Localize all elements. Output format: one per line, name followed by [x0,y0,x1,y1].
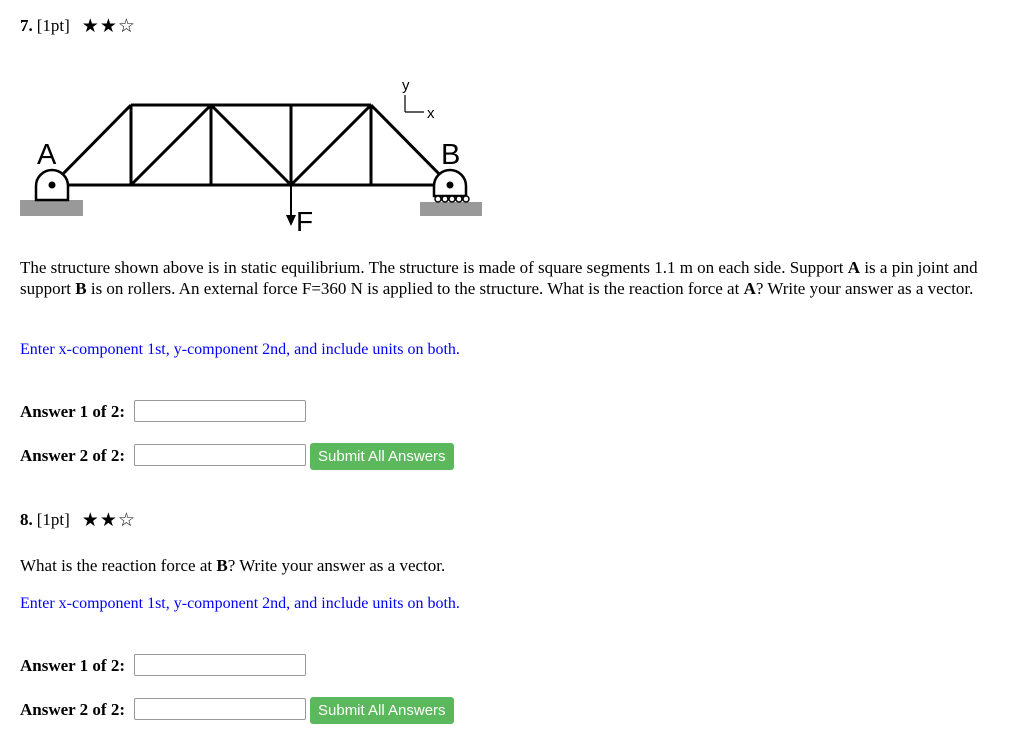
axis-x-label: x [427,105,435,122]
text-segment: The structure shown above is in static equilibrium. The structure is made of square segments 1.1 m on each side. Support [20,258,848,277]
question-8-hint: Enter x-component 1st, y-component 2nd, and include units on both. [20,595,460,612]
bold-term: A [847,258,861,277]
axis-y-label: y [402,77,410,94]
question-points: [1pt] [36,510,70,529]
question-8-text [20,555,1005,576]
text-segment: What is the reaction force at [20,556,217,575]
text-segment: is a pin joint and support [20,258,978,298]
question-number: 7. [20,16,33,35]
difficulty-stars [81,14,136,37]
answer-1-label: Answer 1 of 2: [20,402,125,421]
difficulty-stars [81,508,136,531]
question-number: 8. [20,510,33,529]
text-segment: ? Write your answer as a vector. [227,556,446,575]
support-b-ground [420,202,482,216]
answer-1-label: Answer 1 of 2: [20,656,125,675]
answer-2-label: Answer 2 of 2: [20,446,125,465]
rollers [435,196,469,202]
pin-joint-b [447,182,454,189]
bold-term: B [75,279,87,298]
label-b: B [441,139,461,171]
bold-term: A [743,279,756,298]
question-7-header [20,16,136,36]
question-points: [1pt] [36,16,70,35]
truss-members [52,105,450,185]
star-filled-icon: ★★ [81,508,118,531]
label-a: A [37,139,57,171]
support-a-ground [20,200,83,216]
submit-all-answers-button[interactable]: Submit All Answers [310,697,454,724]
text-segment: ? Write your answer as a vector. [755,279,974,298]
answer-2-label: Answer 2 of 2: [20,700,125,719]
star-empty-icon: ☆ [117,508,136,531]
question-7-text [20,257,1005,299]
bold-term: B [216,556,228,575]
answer-2-input[interactable] [134,698,306,720]
axes-indicator [402,77,435,122]
question-8-header [20,510,136,530]
answer-1-input[interactable] [134,654,306,676]
answer-1-input[interactable] [134,400,306,422]
label-f: F [296,206,314,237]
question-7-hint: Enter x-component 1st, y-component 2nd, and include units on both. [20,341,460,358]
truss-diagram [0,60,520,250]
text-segment: is on rollers. An external force F=360 N is applied to the structure. What is the reaction force at [86,279,744,298]
answer-2-input[interactable] [134,444,306,466]
star-empty-icon: ☆ [117,14,136,37]
pin-joint-a [49,182,56,189]
submit-all-answers-button[interactable]: Submit All Answers [310,443,454,470]
force-arrow-head [286,215,296,226]
star-filled-icon: ★★ [81,14,118,37]
